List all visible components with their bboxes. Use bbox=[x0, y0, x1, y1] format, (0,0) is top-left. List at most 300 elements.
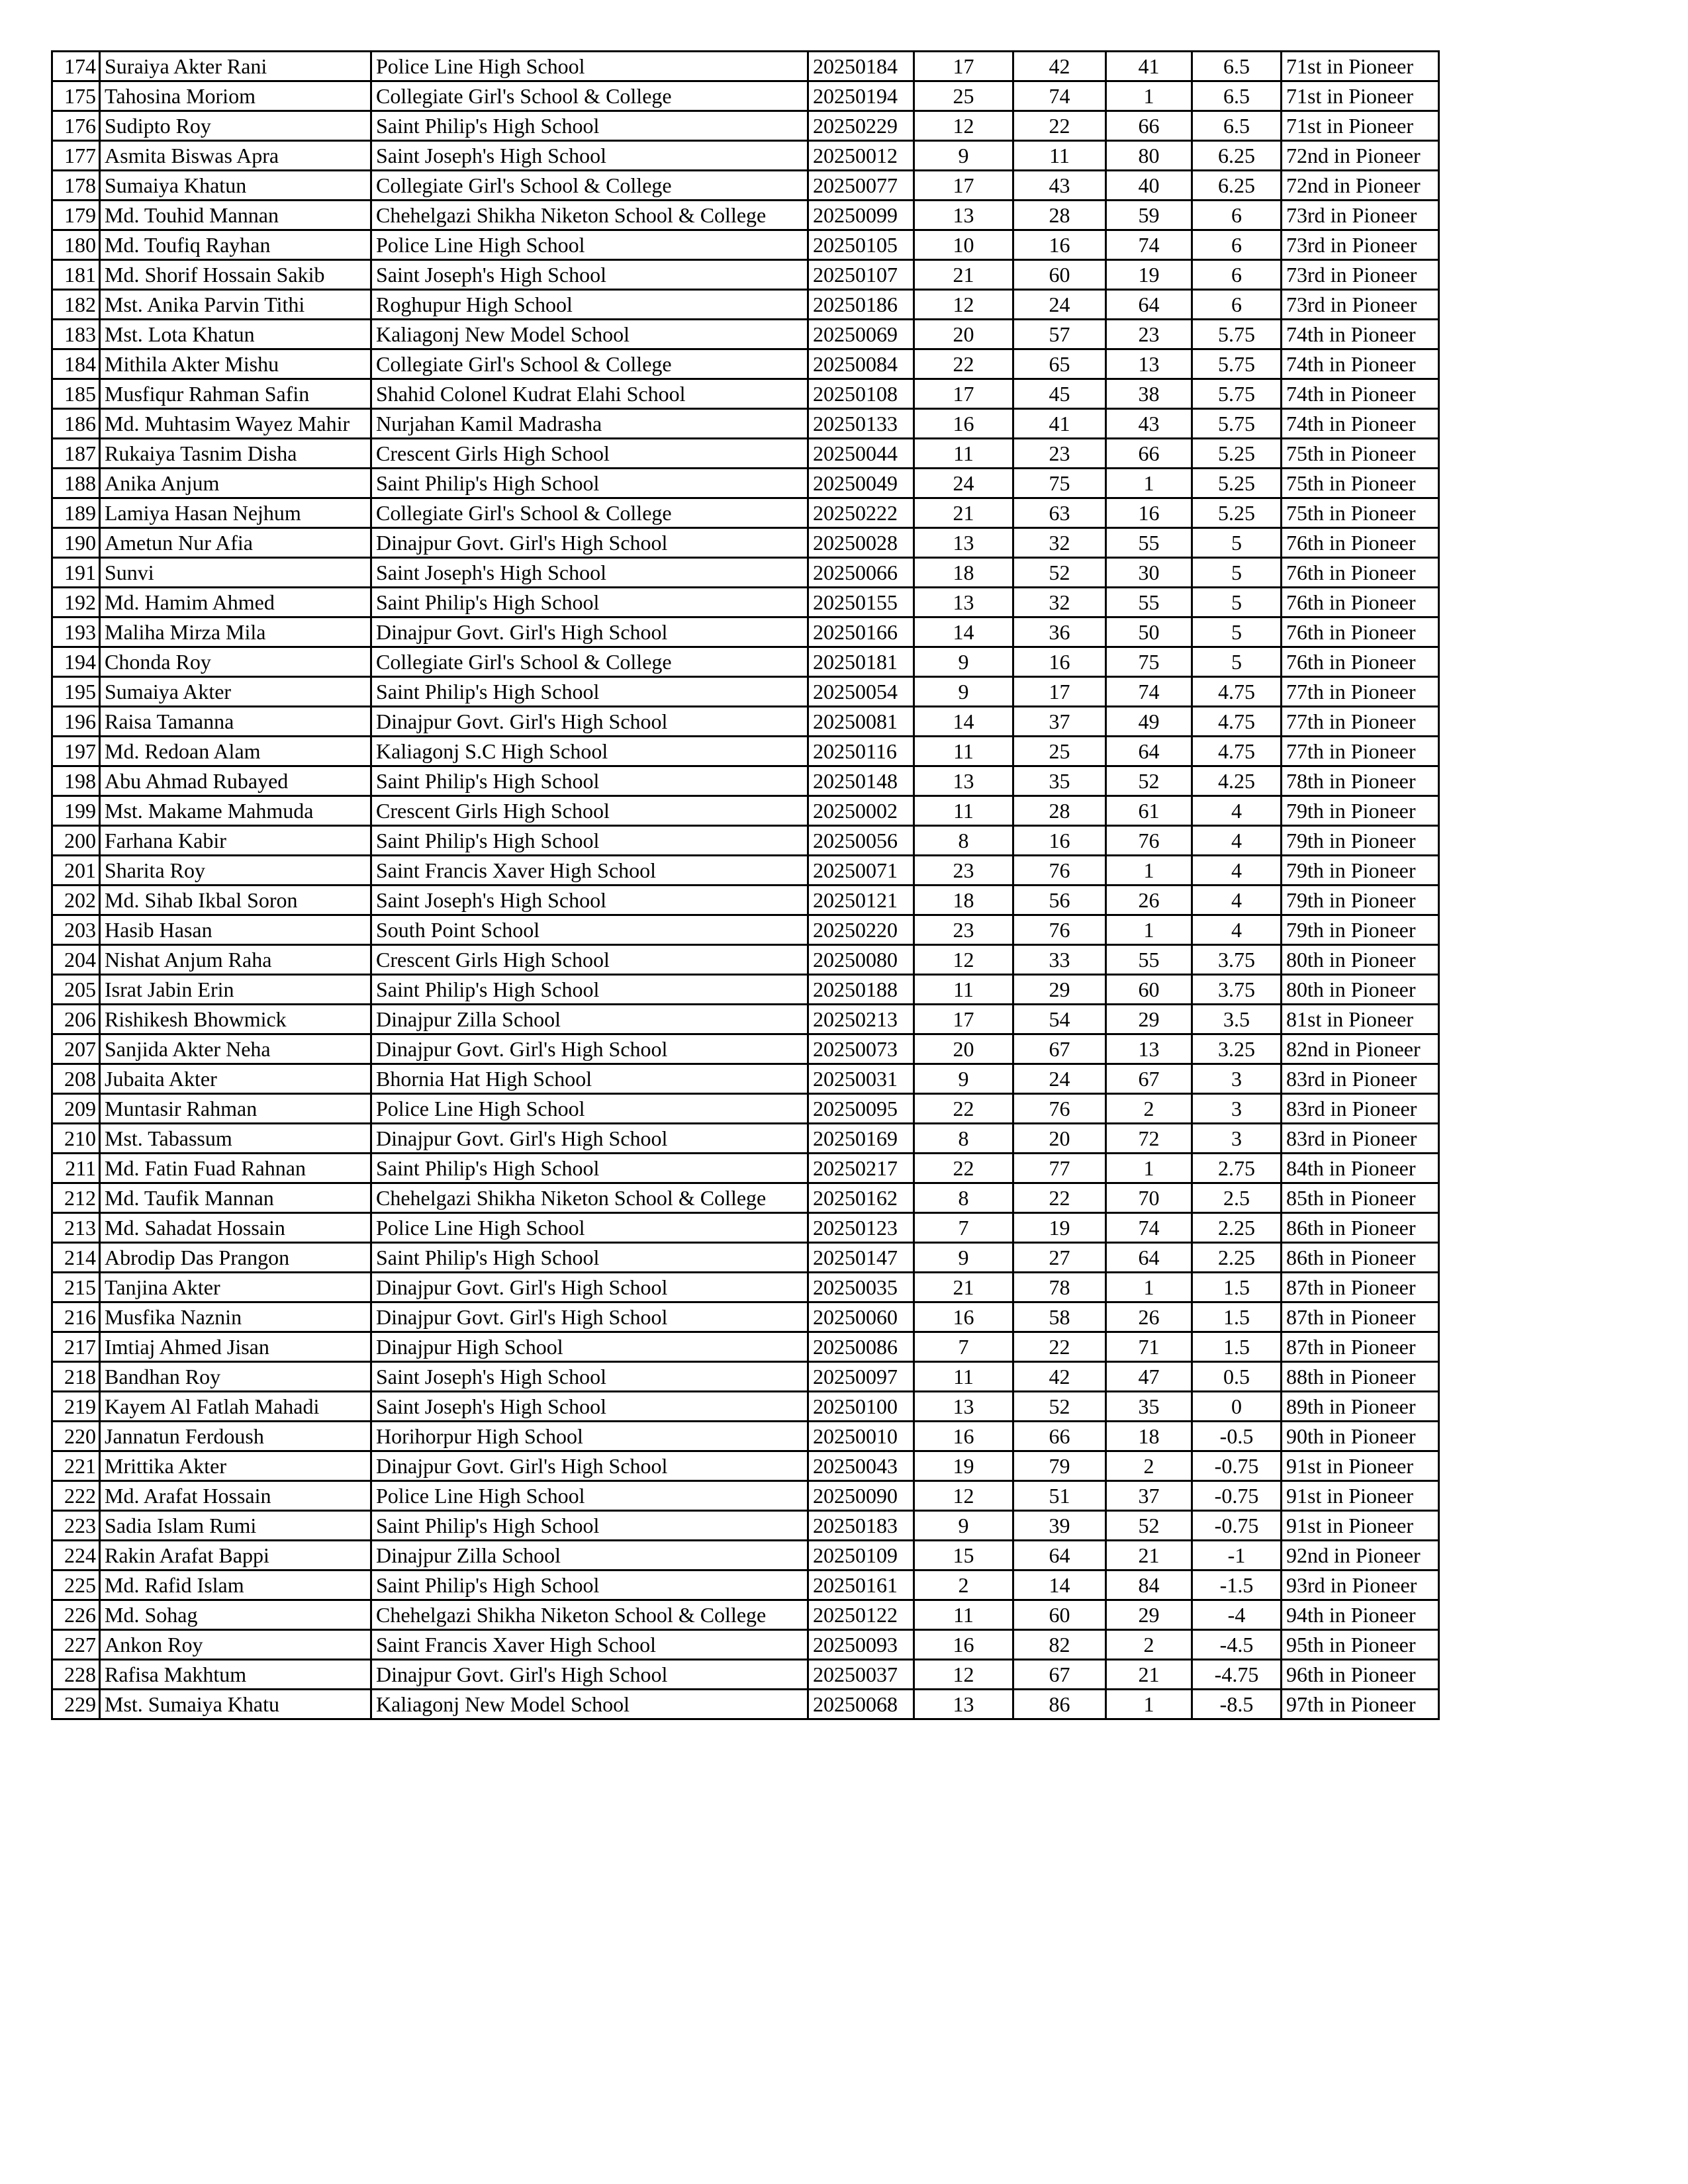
correct-count-cell: 22 bbox=[914, 349, 1013, 379]
school-name-cell: Saint Philip's High School bbox=[371, 111, 808, 141]
student-name-cell: Md. Toufiq Rayhan bbox=[100, 230, 371, 260]
total-mark-cell: -1 bbox=[1192, 1541, 1282, 1570]
correct-count-cell: 11 bbox=[914, 796, 1013, 826]
school-name-cell: Police Line High School bbox=[371, 52, 808, 81]
roll-number-cell: 20250099 bbox=[808, 201, 914, 230]
wrong-count-cell: 41 bbox=[1013, 409, 1106, 439]
skipped-count-cell: 61 bbox=[1106, 796, 1192, 826]
serial-cell: 199 bbox=[52, 796, 100, 826]
wrong-count-cell: 82 bbox=[1013, 1630, 1106, 1660]
position-cell: 71st in Pioneer bbox=[1282, 111, 1439, 141]
wrong-count-cell: 17 bbox=[1013, 677, 1106, 707]
serial-cell: 198 bbox=[52, 766, 100, 796]
total-mark-cell: 0 bbox=[1192, 1392, 1282, 1422]
correct-count-cell: 17 bbox=[914, 379, 1013, 409]
total-mark-cell: 3.75 bbox=[1192, 945, 1282, 975]
position-cell: 86th in Pioneer bbox=[1282, 1213, 1439, 1243]
school-name-cell: Crescent Girls High School bbox=[371, 945, 808, 975]
roll-number-cell: 20250077 bbox=[808, 171, 914, 201]
table-row bbox=[52, 349, 1439, 379]
position-cell: 72nd in Pioneer bbox=[1282, 171, 1439, 201]
skipped-count-cell: 21 bbox=[1106, 1660, 1192, 1690]
table-row bbox=[52, 1600, 1439, 1630]
total-mark-cell: 5.25 bbox=[1192, 439, 1282, 469]
school-name-cell: Dinajpur Govt. Girl's High School bbox=[371, 617, 808, 647]
correct-count-cell: 17 bbox=[914, 1005, 1013, 1034]
serial-cell: 209 bbox=[52, 1094, 100, 1124]
wrong-count-cell: 11 bbox=[1013, 141, 1106, 171]
student-name-cell: Md. Arafat Hossain bbox=[100, 1481, 371, 1511]
student-name-cell: Bandhan Roy bbox=[100, 1362, 371, 1392]
student-name-cell: Chonda Roy bbox=[100, 647, 371, 677]
correct-count-cell: 9 bbox=[914, 647, 1013, 677]
total-mark-cell: 5.75 bbox=[1192, 349, 1282, 379]
school-name-cell: Dinajpur Govt. Girl's High School bbox=[371, 1302, 808, 1332]
skipped-count-cell: 64 bbox=[1106, 290, 1192, 320]
position-cell: 76th in Pioneer bbox=[1282, 528, 1439, 558]
skipped-count-cell: 84 bbox=[1106, 1570, 1192, 1600]
skipped-count-cell: 16 bbox=[1106, 498, 1192, 528]
total-mark-cell: 5.75 bbox=[1192, 379, 1282, 409]
student-name-cell: Md. Sihab Ikbal Soron bbox=[100, 886, 371, 915]
wrong-count-cell: 33 bbox=[1013, 945, 1106, 975]
position-cell: 83rd in Pioneer bbox=[1282, 1064, 1439, 1094]
serial-cell: 184 bbox=[52, 349, 100, 379]
total-mark-cell: 5 bbox=[1192, 647, 1282, 677]
table-row bbox=[52, 1392, 1439, 1422]
correct-count-cell: 7 bbox=[914, 1213, 1013, 1243]
wrong-count-cell: 16 bbox=[1013, 230, 1106, 260]
table-row bbox=[52, 290, 1439, 320]
total-mark-cell: 3 bbox=[1192, 1124, 1282, 1154]
table-row bbox=[52, 975, 1439, 1005]
position-cell: 79th in Pioneer bbox=[1282, 856, 1439, 886]
skipped-count-cell: 1 bbox=[1106, 915, 1192, 945]
wrong-count-cell: 39 bbox=[1013, 1511, 1106, 1541]
student-name-cell: Md. Sahadat Hossain bbox=[100, 1213, 371, 1243]
correct-count-cell: 9 bbox=[914, 677, 1013, 707]
student-name-cell: Md. Hamim Ahmed bbox=[100, 588, 371, 617]
position-cell: 74th in Pioneer bbox=[1282, 379, 1439, 409]
student-name-cell: Sunvi bbox=[100, 558, 371, 588]
skipped-count-cell: 74 bbox=[1106, 677, 1192, 707]
skipped-count-cell: 60 bbox=[1106, 975, 1192, 1005]
student-name-cell: Ametun Nur Afia bbox=[100, 528, 371, 558]
serial-cell: 204 bbox=[52, 945, 100, 975]
roll-number-cell: 20250122 bbox=[808, 1600, 914, 1630]
correct-count-cell: 19 bbox=[914, 1451, 1013, 1481]
correct-count-cell: 13 bbox=[914, 588, 1013, 617]
wrong-count-cell: 52 bbox=[1013, 1392, 1106, 1422]
position-cell: 73rd in Pioneer bbox=[1282, 201, 1439, 230]
school-name-cell: Saint Francis Xaver High School bbox=[371, 1630, 808, 1660]
student-name-cell: Farhana Kabir bbox=[100, 826, 371, 856]
table-row bbox=[52, 1690, 1439, 1719]
table-row bbox=[52, 1273, 1439, 1302]
skipped-count-cell: 55 bbox=[1106, 945, 1192, 975]
school-name-cell: Collegiate Girl's School & College bbox=[371, 81, 808, 111]
table-row bbox=[52, 1154, 1439, 1183]
roll-number-cell: 20250220 bbox=[808, 915, 914, 945]
position-cell: 75th in Pioneer bbox=[1282, 498, 1439, 528]
correct-count-cell: 20 bbox=[914, 1034, 1013, 1064]
total-mark-cell: -1.5 bbox=[1192, 1570, 1282, 1600]
school-name-cell: Collegiate Girl's School & College bbox=[371, 171, 808, 201]
wrong-count-cell: 51 bbox=[1013, 1481, 1106, 1511]
skipped-count-cell: 72 bbox=[1106, 1124, 1192, 1154]
position-cell: 74th in Pioneer bbox=[1282, 320, 1439, 349]
school-name-cell: Crescent Girls High School bbox=[371, 439, 808, 469]
skipped-count-cell: 50 bbox=[1106, 617, 1192, 647]
position-cell: 96th in Pioneer bbox=[1282, 1660, 1439, 1690]
serial-cell: 182 bbox=[52, 290, 100, 320]
correct-count-cell: 14 bbox=[914, 617, 1013, 647]
roll-number-cell: 20250066 bbox=[808, 558, 914, 588]
table-row bbox=[52, 81, 1439, 111]
school-name-cell: Saint Philip's High School bbox=[371, 766, 808, 796]
total-mark-cell: 3 bbox=[1192, 1064, 1282, 1094]
roll-number-cell: 20250116 bbox=[808, 737, 914, 766]
roll-number-cell: 20250084 bbox=[808, 349, 914, 379]
table-row bbox=[52, 886, 1439, 915]
correct-count-cell: 9 bbox=[914, 1511, 1013, 1541]
wrong-count-cell: 56 bbox=[1013, 886, 1106, 915]
student-name-cell: Maliha Mirza Mila bbox=[100, 617, 371, 647]
position-cell: 72nd in Pioneer bbox=[1282, 141, 1439, 171]
correct-count-cell: 17 bbox=[914, 171, 1013, 201]
school-name-cell: Saint Joseph's High School bbox=[371, 260, 808, 290]
skipped-count-cell: 66 bbox=[1106, 439, 1192, 469]
serial-cell: 210 bbox=[52, 1124, 100, 1154]
total-mark-cell: 4 bbox=[1192, 886, 1282, 915]
total-mark-cell: 5.75 bbox=[1192, 409, 1282, 439]
correct-count-cell: 12 bbox=[914, 1481, 1013, 1511]
wrong-count-cell: 79 bbox=[1013, 1451, 1106, 1481]
roll-number-cell: 20250093 bbox=[808, 1630, 914, 1660]
serial-cell: 215 bbox=[52, 1273, 100, 1302]
wrong-count-cell: 35 bbox=[1013, 766, 1106, 796]
roll-number-cell: 20250166 bbox=[808, 617, 914, 647]
school-name-cell: Chehelgazi Shikha Niketon School & College bbox=[371, 1183, 808, 1213]
skipped-count-cell: 40 bbox=[1106, 171, 1192, 201]
correct-count-cell: 8 bbox=[914, 1124, 1013, 1154]
school-name-cell: Saint Joseph's High School bbox=[371, 1392, 808, 1422]
wrong-count-cell: 75 bbox=[1013, 469, 1106, 498]
wrong-count-cell: 42 bbox=[1013, 1362, 1106, 1392]
total-mark-cell: 5.25 bbox=[1192, 469, 1282, 498]
student-name-cell: Musfiqur Rahman Safin bbox=[100, 379, 371, 409]
total-mark-cell: -0.75 bbox=[1192, 1481, 1282, 1511]
serial-cell: 191 bbox=[52, 558, 100, 588]
roll-number-cell: 20250086 bbox=[808, 1332, 914, 1362]
student-name-cell: Rafisa Makhtum bbox=[100, 1660, 371, 1690]
wrong-count-cell: 60 bbox=[1013, 260, 1106, 290]
student-name-cell: Md. Taufik Mannan bbox=[100, 1183, 371, 1213]
total-mark-cell: 6.5 bbox=[1192, 52, 1282, 81]
table-row bbox=[52, 379, 1439, 409]
student-name-cell: Md. Touhid Mannan bbox=[100, 201, 371, 230]
student-name-cell: Mst. Tabassum bbox=[100, 1124, 371, 1154]
position-cell: 77th in Pioneer bbox=[1282, 737, 1439, 766]
roll-number-cell: 20250162 bbox=[808, 1183, 914, 1213]
position-cell: 95th in Pioneer bbox=[1282, 1630, 1439, 1660]
skipped-count-cell: 55 bbox=[1106, 528, 1192, 558]
table-row bbox=[52, 1451, 1439, 1481]
table-row bbox=[52, 111, 1439, 141]
student-name-cell: Mithila Akter Mishu bbox=[100, 349, 371, 379]
table-row bbox=[52, 439, 1439, 469]
serial-cell: 192 bbox=[52, 588, 100, 617]
school-name-cell: Dinajpur Govt. Girl's High School bbox=[371, 1660, 808, 1690]
position-cell: 76th in Pioneer bbox=[1282, 588, 1439, 617]
table-row bbox=[52, 1064, 1439, 1094]
wrong-count-cell: 65 bbox=[1013, 349, 1106, 379]
table-row bbox=[52, 1541, 1439, 1570]
total-mark-cell: 0.5 bbox=[1192, 1362, 1282, 1392]
position-cell: 74th in Pioneer bbox=[1282, 409, 1439, 439]
roll-number-cell: 20250012 bbox=[808, 141, 914, 171]
total-mark-cell: -8.5 bbox=[1192, 1690, 1282, 1719]
student-name-cell: Musfika Naznin bbox=[100, 1302, 371, 1332]
student-name-cell: Nishat Anjum Raha bbox=[100, 945, 371, 975]
school-name-cell: Dinajpur Govt. Girl's High School bbox=[371, 528, 808, 558]
school-name-cell: Roghupur High School bbox=[371, 290, 808, 320]
student-name-cell: Sharita Roy bbox=[100, 856, 371, 886]
wrong-count-cell: 76 bbox=[1013, 856, 1106, 886]
total-mark-cell: 6.5 bbox=[1192, 111, 1282, 141]
table-row bbox=[52, 201, 1439, 230]
roll-number-cell: 20250107 bbox=[808, 260, 914, 290]
wrong-count-cell: 32 bbox=[1013, 588, 1106, 617]
serial-cell: 226 bbox=[52, 1600, 100, 1630]
school-name-cell: Dinajpur Govt. Girl's High School bbox=[371, 707, 808, 737]
wrong-count-cell: 45 bbox=[1013, 379, 1106, 409]
serial-cell: 218 bbox=[52, 1362, 100, 1392]
student-name-cell: Md. Rafid Islam bbox=[100, 1570, 371, 1600]
roll-number-cell: 20250186 bbox=[808, 290, 914, 320]
school-name-cell: Collegiate Girl's School & College bbox=[371, 498, 808, 528]
wrong-count-cell: 16 bbox=[1013, 826, 1106, 856]
table-row bbox=[52, 498, 1439, 528]
student-name-cell: Mst. Anika Parvin Tithi bbox=[100, 290, 371, 320]
skipped-count-cell: 13 bbox=[1106, 349, 1192, 379]
roll-number-cell: 20250044 bbox=[808, 439, 914, 469]
school-name-cell: Crescent Girls High School bbox=[371, 796, 808, 826]
roll-number-cell: 20250133 bbox=[808, 409, 914, 439]
student-name-cell: Tanjina Akter bbox=[100, 1273, 371, 1302]
student-name-cell: Rakin Arafat Bappi bbox=[100, 1541, 371, 1570]
serial-cell: 212 bbox=[52, 1183, 100, 1213]
correct-count-cell: 12 bbox=[914, 1660, 1013, 1690]
school-name-cell: Saint Philip's High School bbox=[371, 677, 808, 707]
wrong-count-cell: 52 bbox=[1013, 558, 1106, 588]
student-name-cell: Abu Ahmad Rubayed bbox=[100, 766, 371, 796]
roll-number-cell: 20250054 bbox=[808, 677, 914, 707]
total-mark-cell: 4.75 bbox=[1192, 737, 1282, 766]
school-name-cell: Chehelgazi Shikha Niketon School & College bbox=[371, 201, 808, 230]
school-name-cell: Dinajpur Govt. Girl's High School bbox=[371, 1451, 808, 1481]
total-mark-cell: 1.5 bbox=[1192, 1332, 1282, 1362]
roll-number-cell: 20250037 bbox=[808, 1660, 914, 1690]
student-name-cell: Sanjida Akter Neha bbox=[100, 1034, 371, 1064]
student-name-cell: Imtiaj Ahmed Jisan bbox=[100, 1332, 371, 1362]
total-mark-cell: 3.75 bbox=[1192, 975, 1282, 1005]
roll-number-cell: 20250194 bbox=[808, 81, 914, 111]
serial-cell: 179 bbox=[52, 201, 100, 230]
serial-cell: 203 bbox=[52, 915, 100, 945]
student-name-cell: Mrittika Akter bbox=[100, 1451, 371, 1481]
roll-number-cell: 20250043 bbox=[808, 1451, 914, 1481]
serial-cell: 201 bbox=[52, 856, 100, 886]
total-mark-cell: 2.25 bbox=[1192, 1243, 1282, 1273]
position-cell: 87th in Pioneer bbox=[1282, 1332, 1439, 1362]
position-cell: 73rd in Pioneer bbox=[1282, 230, 1439, 260]
student-name-cell: Sadia Islam Rumi bbox=[100, 1511, 371, 1541]
table-row bbox=[52, 945, 1439, 975]
student-name-cell: Mst. Sumaiya Khatu bbox=[100, 1690, 371, 1719]
wrong-count-cell: 57 bbox=[1013, 320, 1106, 349]
student-name-cell: Sumaiya Akter bbox=[100, 677, 371, 707]
student-name-cell: Mst. Makame Mahmuda bbox=[100, 796, 371, 826]
wrong-count-cell: 67 bbox=[1013, 1034, 1106, 1064]
skipped-count-cell: 71 bbox=[1106, 1332, 1192, 1362]
serial-cell: 227 bbox=[52, 1630, 100, 1660]
table-row bbox=[52, 677, 1439, 707]
skipped-count-cell: 23 bbox=[1106, 320, 1192, 349]
student-name-cell: Md. Shorif Hossain Sakib bbox=[100, 260, 371, 290]
total-mark-cell: 4 bbox=[1192, 796, 1282, 826]
wrong-count-cell: 27 bbox=[1013, 1243, 1106, 1273]
roll-number-cell: 20250035 bbox=[808, 1273, 914, 1302]
serial-cell: 186 bbox=[52, 409, 100, 439]
total-mark-cell: 2.5 bbox=[1192, 1183, 1282, 1213]
position-cell: 73rd in Pioneer bbox=[1282, 260, 1439, 290]
skipped-count-cell: 64 bbox=[1106, 1243, 1192, 1273]
correct-count-cell: 11 bbox=[914, 439, 1013, 469]
roll-number-cell: 20250155 bbox=[808, 588, 914, 617]
wrong-count-cell: 29 bbox=[1013, 975, 1106, 1005]
total-mark-cell: 6.25 bbox=[1192, 171, 1282, 201]
wrong-count-cell: 74 bbox=[1013, 81, 1106, 111]
skipped-count-cell: 26 bbox=[1106, 1302, 1192, 1332]
skipped-count-cell: 74 bbox=[1106, 1213, 1192, 1243]
student-name-cell: Asmita Biswas Apra bbox=[100, 141, 371, 171]
skipped-count-cell: 19 bbox=[1106, 260, 1192, 290]
table-row bbox=[52, 230, 1439, 260]
correct-count-cell: 21 bbox=[914, 498, 1013, 528]
total-mark-cell: 4.75 bbox=[1192, 707, 1282, 737]
total-mark-cell: 4 bbox=[1192, 915, 1282, 945]
roll-number-cell: 20250028 bbox=[808, 528, 914, 558]
total-mark-cell: 3 bbox=[1192, 1094, 1282, 1124]
table-row bbox=[52, 617, 1439, 647]
position-cell: 88th in Pioneer bbox=[1282, 1362, 1439, 1392]
correct-count-cell: 11 bbox=[914, 1362, 1013, 1392]
serial-cell: 211 bbox=[52, 1154, 100, 1183]
school-name-cell: Dinajpur Zilla School bbox=[371, 1005, 808, 1034]
serial-cell: 176 bbox=[52, 111, 100, 141]
wrong-count-cell: 20 bbox=[1013, 1124, 1106, 1154]
roll-number-cell: 20250056 bbox=[808, 826, 914, 856]
total-mark-cell: 6 bbox=[1192, 290, 1282, 320]
school-name-cell: Saint Philip's High School bbox=[371, 975, 808, 1005]
serial-cell: 207 bbox=[52, 1034, 100, 1064]
skipped-count-cell: 21 bbox=[1106, 1541, 1192, 1570]
roll-number-cell: 20250080 bbox=[808, 945, 914, 975]
serial-cell: 177 bbox=[52, 141, 100, 171]
total-mark-cell: 1.5 bbox=[1192, 1273, 1282, 1302]
correct-count-cell: 12 bbox=[914, 945, 1013, 975]
serial-cell: 183 bbox=[52, 320, 100, 349]
total-mark-cell: -4.5 bbox=[1192, 1630, 1282, 1660]
position-cell: 74th in Pioneer bbox=[1282, 349, 1439, 379]
student-name-cell: Rukaiya Tasnim Disha bbox=[100, 439, 371, 469]
position-cell: 77th in Pioneer bbox=[1282, 707, 1439, 737]
total-mark-cell: 2.25 bbox=[1192, 1213, 1282, 1243]
school-name-cell: Collegiate Girl's School & College bbox=[371, 647, 808, 677]
school-name-cell: South Point School bbox=[371, 915, 808, 945]
total-mark-cell: 6 bbox=[1192, 230, 1282, 260]
skipped-count-cell: 1 bbox=[1106, 1273, 1192, 1302]
school-name-cell: Police Line High School bbox=[371, 1481, 808, 1511]
serial-cell: 213 bbox=[52, 1213, 100, 1243]
student-name-cell: Md. Redoan Alam bbox=[100, 737, 371, 766]
skipped-count-cell: 2 bbox=[1106, 1451, 1192, 1481]
student-name-cell: Anika Anjum bbox=[100, 469, 371, 498]
roll-number-cell: 20250222 bbox=[808, 498, 914, 528]
school-name-cell: Police Line High School bbox=[371, 1094, 808, 1124]
student-name-cell: Suraiya Akter Rani bbox=[100, 52, 371, 81]
correct-count-cell: 14 bbox=[914, 707, 1013, 737]
correct-count-cell: 9 bbox=[914, 141, 1013, 171]
table-row bbox=[52, 1302, 1439, 1332]
position-cell: 97th in Pioneer bbox=[1282, 1690, 1439, 1719]
school-name-cell: Police Line High School bbox=[371, 230, 808, 260]
position-cell: 89th in Pioneer bbox=[1282, 1392, 1439, 1422]
school-name-cell: Saint Philip's High School bbox=[371, 588, 808, 617]
total-mark-cell: -0.5 bbox=[1192, 1422, 1282, 1451]
student-name-cell: Md. Sohag bbox=[100, 1600, 371, 1630]
total-mark-cell: 5 bbox=[1192, 588, 1282, 617]
total-mark-cell: 4 bbox=[1192, 826, 1282, 856]
total-mark-cell: 3.25 bbox=[1192, 1034, 1282, 1064]
skipped-count-cell: 49 bbox=[1106, 707, 1192, 737]
correct-count-cell: 21 bbox=[914, 1273, 1013, 1302]
student-name-cell: Abrodip Das Prangon bbox=[100, 1243, 371, 1273]
correct-count-cell: 11 bbox=[914, 975, 1013, 1005]
correct-count-cell: 16 bbox=[914, 1630, 1013, 1660]
roll-number-cell: 20250148 bbox=[808, 766, 914, 796]
position-cell: 75th in Pioneer bbox=[1282, 469, 1439, 498]
wrong-count-cell: 25 bbox=[1013, 737, 1106, 766]
total-mark-cell: 5.75 bbox=[1192, 320, 1282, 349]
wrong-count-cell: 28 bbox=[1013, 201, 1106, 230]
school-name-cell: Saint Philip's High School bbox=[371, 1511, 808, 1541]
roll-number-cell: 20250095 bbox=[808, 1094, 914, 1124]
table-row bbox=[52, 52, 1439, 81]
correct-count-cell: 15 bbox=[914, 1541, 1013, 1570]
correct-count-cell: 13 bbox=[914, 1690, 1013, 1719]
correct-count-cell: 22 bbox=[914, 1094, 1013, 1124]
skipped-count-cell: 37 bbox=[1106, 1481, 1192, 1511]
roll-number-cell: 20250169 bbox=[808, 1124, 914, 1154]
student-name-cell: Md. Muhtasim Wayez Mahir bbox=[100, 409, 371, 439]
roll-number-cell: 20250217 bbox=[808, 1154, 914, 1183]
school-name-cell: Saint Philip's High School bbox=[371, 826, 808, 856]
wrong-count-cell: 23 bbox=[1013, 439, 1106, 469]
table-row bbox=[52, 707, 1439, 737]
correct-count-cell: 16 bbox=[914, 1422, 1013, 1451]
